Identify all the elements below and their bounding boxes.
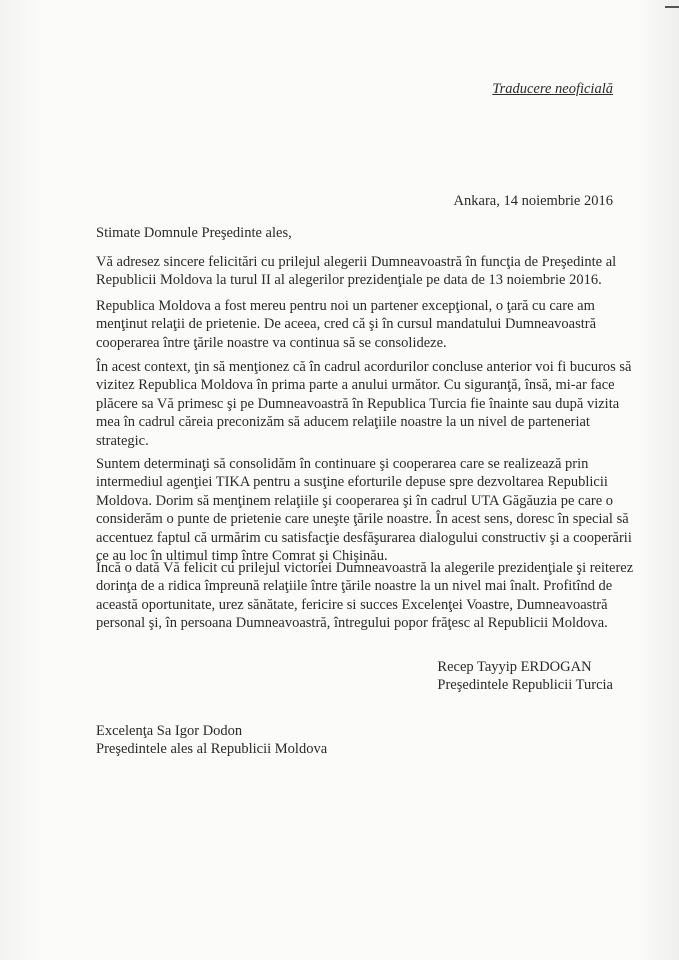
signature-block bbox=[437, 658, 613, 695]
paragraph-line: Vă adresez sincere felicitări cu prilejul alegerii Dumneavoastră în funcţia de Preşedinte al bbox=[96, 254, 617, 270]
paragraph-line: dorinţa de a ridica împreună relaţiile între ţările noastre la un nivel mai înalt. Profitînd de bbox=[96, 578, 613, 595]
paragraph-line: plăcere sa Vă primesc şi pe Dumneavoastră în Republica Turcia fie înainte sau după vizita bbox=[96, 395, 620, 412]
paragraph-line: Încă o dată Vă felicit cu prilejul victoriei Dumneavoastră la alegerile prezidenţiale şi reiterez bbox=[96, 560, 634, 576]
addressee-name: Excelenţa Sa Igor Dodon bbox=[96, 723, 243, 739]
paragraph-line: ce au loc în ultimul timp între Comrat şi Chişinău. bbox=[96, 548, 388, 565]
paragraph-cooperation bbox=[96, 455, 632, 565]
paragraph-line: menţinut relaţii de prietenie. De aceea, cred că şi în cursul mandatului Dumneavoastră bbox=[96, 316, 597, 333]
paragraph-line: Moldova. Dorim să menţinem relaţiile şi cooperarea şi în cadrul UTA Găgăuzia pe care o bbox=[96, 492, 614, 509]
scan-edge-mark bbox=[665, 6, 679, 8]
paragraph-line: considerăm o punte de prietenie care uneşte ţările noastre. În acest sens, doresc în special să bbox=[96, 511, 629, 528]
paragraph-congratulations bbox=[96, 253, 626, 290]
paragraph-line: accentuez faptul că urmărim cu satisfacţie desfăşurarea dialogului constructiv şi a cooperării bbox=[96, 529, 632, 546]
paragraph-line: Republicii Moldova la turul II al alegerilor prezidenţiale pe data de 13 noiembrie 2016. bbox=[96, 272, 602, 289]
paragraph-line: În acest context, ţin să menţionez că în cadrul acordurilor concluse anterior voi fi bucuros să bbox=[96, 359, 632, 375]
paragraph-line: cooperarea între ţările noastre va continua să se consolideze. bbox=[96, 334, 447, 351]
paragraph-line: mea în cadrul căreia preconizăm să aducem relaţiile noastre la un nivel de parteneriat bbox=[96, 414, 590, 431]
paragraph-line: vizitez Republica Moldova în prima parte a anului următor. Cu siguranţă, însă, mi-ar face bbox=[96, 377, 615, 394]
paragraph-line: personal şi, în persoana Dumneavoastră, întregului popor frăţesc al Republicii Moldova. bbox=[96, 615, 608, 632]
letter-date: Ankara, 14 noiembrie 2016 bbox=[453, 193, 613, 209]
paragraph-closing bbox=[96, 559, 634, 633]
paragraph-line: Republica Moldova a fost mereu pentru noi un partener excepţional, o ţară cu care am bbox=[96, 298, 595, 314]
paragraph-line: Suntem determinaţi să consolidăm în continuare şi cooperarea care se realizează prin bbox=[96, 456, 589, 472]
signer-name: Recep Tayyip ERDOGAN bbox=[437, 659, 592, 675]
addressee-title: Preşedintele ales al Republicii Moldova bbox=[96, 741, 328, 758]
unofficial-translation-note: Traducere neoficială bbox=[492, 81, 613, 97]
paragraph-line: această oportunitate, urez sănătate, fericire si succes Excelenţei Voastre, Dumneavoastră bbox=[96, 596, 608, 613]
letter-greeting: Stimate Domnule Preşedinte ales, bbox=[96, 225, 292, 241]
paragraph-line: strategic. bbox=[96, 432, 149, 449]
paragraph-line: intermediul agenţiei TIKA pentru a susţine eforturile depuse spre dezvoltarea Republicii bbox=[96, 474, 608, 491]
paragraph-visit bbox=[96, 358, 632, 450]
paragraph-partnership bbox=[96, 297, 626, 352]
addressee-block bbox=[96, 722, 327, 759]
signer-title: Preşedintele Republicii Turcia bbox=[437, 677, 613, 694]
